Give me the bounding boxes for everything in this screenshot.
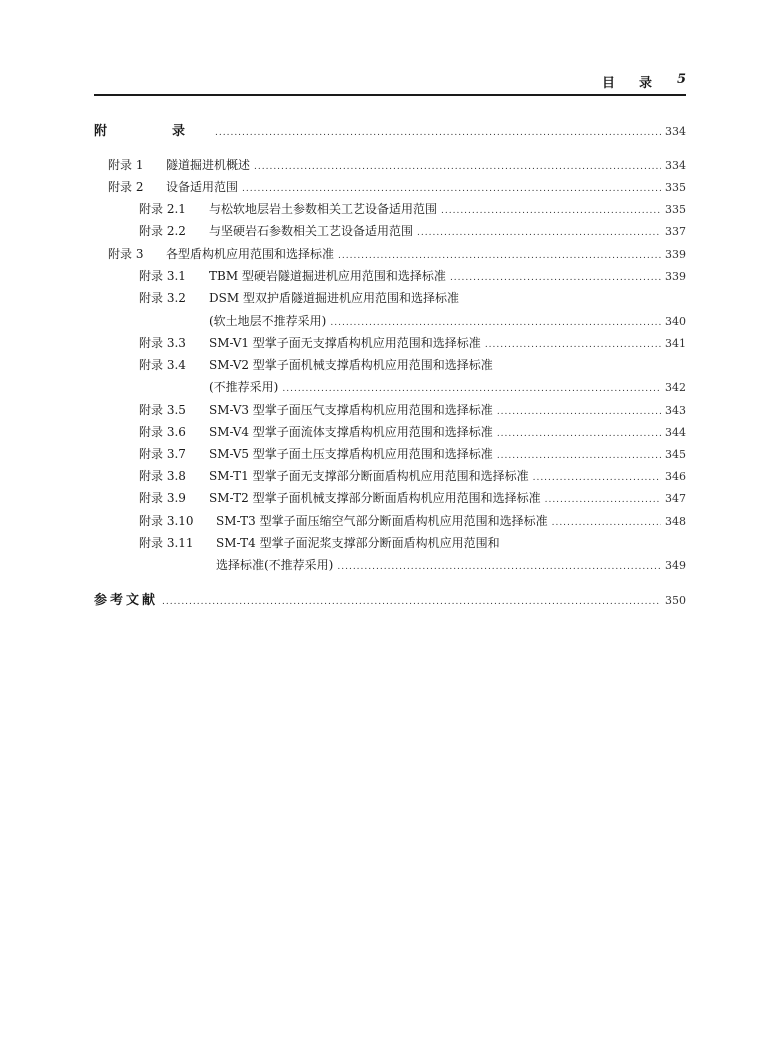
- dot-leader: [497, 448, 661, 464]
- dot-leader: [282, 381, 661, 397]
- toc-entry-first-line[interactable]: [139, 357, 493, 373]
- entry-title: SM-V4 型掌子面流体支撑盾构机应用范围和选择标准: [209, 425, 493, 439]
- dot-leader: [242, 181, 661, 197]
- toc-entry-first-line[interactable]: [139, 290, 459, 306]
- page-number: 335: [665, 203, 686, 216]
- entry-label: 附录 2.2: [139, 224, 186, 238]
- toc-entry[interactable]: [139, 335, 686, 353]
- toc-entry[interactable]: [139, 513, 686, 531]
- toc-entry[interactable]: [139, 424, 686, 442]
- page-number: 334: [665, 125, 686, 138]
- page-number: 345: [665, 448, 686, 461]
- page-number: 348: [665, 515, 686, 528]
- entry-title: 与坚硬岩石参数相关工艺设备适用范围: [209, 224, 414, 238]
- page-number: 344: [665, 426, 686, 439]
- header-rule: [94, 94, 686, 96]
- dot-leader: [417, 225, 661, 241]
- toc-entry[interactable]: [139, 446, 686, 464]
- entry-title: SM-V5 型掌子面土压支撑盾构机应用范围和选择标准: [209, 447, 493, 461]
- entry-label: 附录 3.3: [139, 336, 186, 350]
- entry-label: 附录 2.1: [139, 202, 186, 216]
- entry-title: 与松软地层岩土参数相关工艺设备适用范围: [209, 202, 438, 216]
- toc-entry[interactable]: [108, 246, 686, 264]
- toc-entry-continuation[interactable]: [216, 557, 686, 575]
- entry-title: 各型盾构机应用范围和选择标准: [166, 247, 335, 261]
- toc-entry-first-line[interactable]: [139, 535, 500, 551]
- page-number: 334: [665, 159, 686, 172]
- entry-title: SM-T2 型掌子面机械支撑部分断面盾构机应用范围和选择标准: [209, 491, 541, 505]
- section-label: 附 录: [94, 124, 212, 139]
- entry-label: 附录 2: [108, 180, 144, 194]
- entry-title: SM-V2 型掌子面机械支撑盾构机应用范围和选择标准: [209, 358, 493, 372]
- toc-entry[interactable]: [139, 223, 686, 241]
- entry-title-continuation: 选择标准(不推荐采用): [216, 558, 334, 572]
- toc-section-references[interactable]: [94, 593, 686, 610]
- dot-leader: [450, 270, 661, 286]
- toc-entry[interactable]: [108, 157, 686, 175]
- page-number: 346: [665, 470, 686, 483]
- entry-label: 附录 3.11: [139, 536, 194, 550]
- entry-label: 附录 1: [108, 158, 144, 172]
- running-header: [94, 70, 686, 92]
- entry-label: 附录 3.6: [139, 425, 186, 439]
- entry-title: SM-T4 型掌子面泥浆支撑部分断面盾构机应用范围和: [216, 536, 500, 550]
- dot-leader: [497, 404, 661, 420]
- toc-entry[interactable]: [108, 179, 686, 197]
- entry-label: 附录 3.10: [139, 514, 194, 528]
- entry-title: DSM 型双护盾隧道掘进机应用范围和选择标准: [209, 291, 459, 305]
- page-number: 339: [665, 248, 686, 261]
- entry-title: 隧道掘进机概述: [166, 158, 251, 172]
- section-label: 参考文献: [94, 593, 159, 608]
- entry-label: 附录 3: [108, 247, 144, 261]
- dot-leader: [441, 203, 661, 219]
- header-title: [602, 72, 652, 91]
- dot-leader: [215, 125, 661, 141]
- toc-entry[interactable]: [139, 268, 686, 286]
- dot-leader: [330, 315, 661, 331]
- entry-title-continuation: (软土地层不推荐采用): [209, 314, 327, 328]
- toc-section-appendix[interactable]: [94, 124, 686, 141]
- page-number: 337: [665, 225, 686, 238]
- entry-title: TBM 型硬岩隧道掘进机应用范围和选择标准: [209, 269, 446, 283]
- entry-label: 附录 3.7: [139, 447, 186, 461]
- page-number: 347: [665, 492, 686, 505]
- entry-title: 设备适用范围: [166, 180, 239, 194]
- page-number: 349: [665, 559, 686, 572]
- toc-entry-continuation[interactable]: [209, 313, 686, 331]
- entry-label: 附录 3.5: [139, 403, 186, 417]
- dot-leader: [337, 559, 661, 575]
- toc-entry-continuation[interactable]: [209, 379, 686, 397]
- dot-leader: [485, 337, 661, 353]
- dot-leader: [162, 594, 661, 610]
- page-number: 335: [665, 181, 686, 194]
- header-title-char-1: 目: [602, 76, 616, 91]
- entry-title: SM-V1 型掌子面无支撑盾构机应用范围和选择标准: [209, 336, 481, 350]
- header-title-char-2: 录: [639, 76, 653, 91]
- page-number: 343: [665, 404, 686, 417]
- entry-label: 附录 3.8: [139, 469, 186, 483]
- header-page-number: 5: [676, 72, 686, 87]
- page-number: 341: [665, 337, 686, 350]
- toc-entry[interactable]: [139, 490, 686, 508]
- dot-leader: [254, 159, 661, 175]
- toc-entry[interactable]: [139, 201, 686, 219]
- entry-label: 附录 3.2: [139, 291, 186, 305]
- page-number: 350: [665, 594, 686, 607]
- entry-label: 附录 3.9: [139, 491, 186, 505]
- dot-leader: [552, 515, 661, 531]
- dot-leader: [545, 492, 661, 508]
- page-number: 342: [665, 381, 686, 394]
- page-number: 339: [665, 270, 686, 283]
- toc-entry[interactable]: [139, 468, 686, 486]
- entry-title-continuation: (不推荐采用): [209, 380, 279, 394]
- dot-leader: [497, 426, 661, 442]
- page-number: 340: [665, 315, 686, 328]
- entry-label: 附录 3.4: [139, 358, 186, 372]
- toc-entry[interactable]: [139, 402, 686, 420]
- dot-leader: [338, 248, 661, 264]
- entry-label: 附录 3.1: [139, 269, 186, 283]
- entry-title: SM-V3 型掌子面压气支撑盾构机应用范围和选择标准: [209, 403, 493, 417]
- dot-leader: [533, 470, 661, 486]
- entry-title: SM-T3 型掌子面压缩空气部分断面盾构机应用范围和选择标准: [216, 514, 548, 528]
- entry-title: SM-T1 型掌子面无支撑部分断面盾构机应用范围和选择标准: [209, 469, 529, 483]
